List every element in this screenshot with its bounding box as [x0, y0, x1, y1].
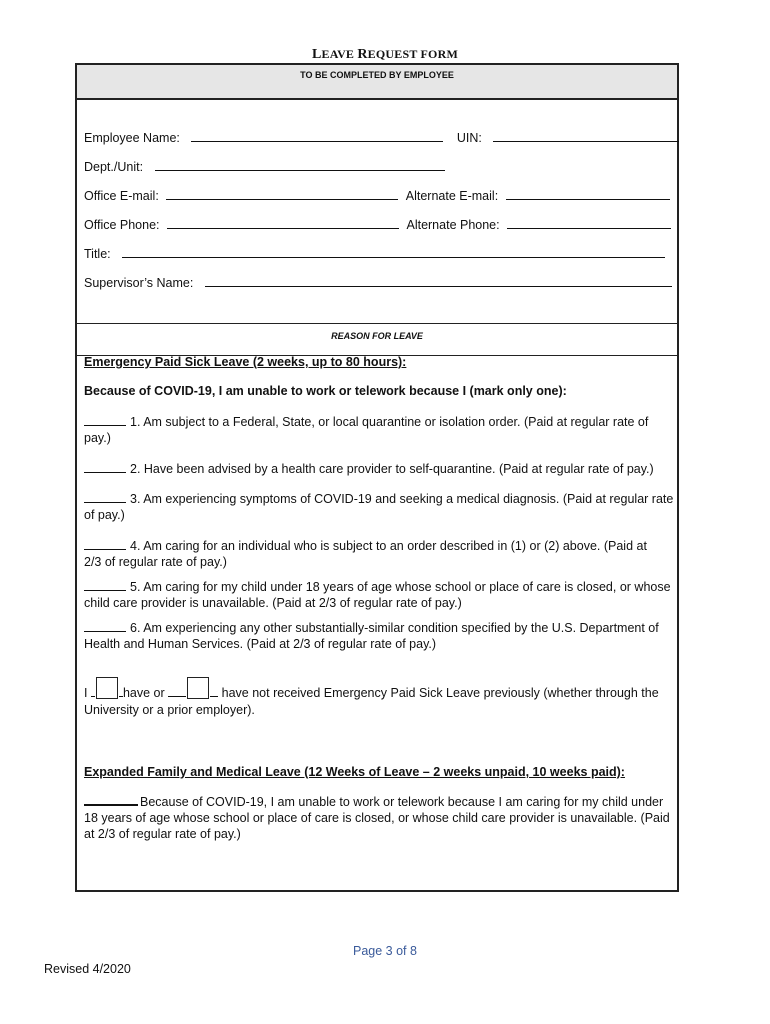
- office-phone-label: Office Phone:: [84, 218, 160, 232]
- employee-name-row: [84, 129, 679, 145]
- epsl-option-5: 5. Am caring for my child under 18 years of age whose school or place of care is closed, or whose child care provider is unavailable. (Paid at 2/3 of regular rate of pay.): [84, 580, 671, 610]
- dept-row: [84, 158, 445, 174]
- option-1-mark[interactable]: [84, 413, 126, 426]
- option-3-mark[interactable]: [84, 490, 126, 503]
- epsl-heading: Emergency Paid Sick Leave (2 weeks, up to 80 hours):: [84, 355, 407, 369]
- employee-section-header: TO BE COMPLETED BY EMPLOYEE: [77, 65, 677, 100]
- epsl-option-3: 3. Am experiencing symptoms of COVID-19 and seeking a medical diagnosis. (Paid at regular rate of pay.): [84, 492, 674, 522]
- efml-heading: Expanded Family and Medical Leave (12 Weeks of Leave – 2 weeks unpaid, 10 weeks paid):: [84, 765, 625, 779]
- title-field[interactable]: [122, 245, 665, 258]
- epsl-previously-received: I have or have not received Emergency Paid Sick Leave previously (whether through the University or a prior employer).: [84, 677, 679, 719]
- uin-field[interactable]: [493, 129, 679, 142]
- phone-row: [84, 216, 671, 232]
- title-row: [84, 245, 665, 261]
- alternate-phone-field[interactable]: [507, 216, 671, 229]
- office-email-label: Office E-mail:: [84, 189, 159, 203]
- have-not-received-checkbox[interactable]: [187, 677, 209, 699]
- dept-field[interactable]: [155, 158, 445, 171]
- office-phone-field[interactable]: [167, 216, 399, 229]
- alternate-email-label: Alternate E-mail:: [405, 189, 499, 203]
- dept-label: Dept./Unit:: [84, 160, 144, 174]
- efml-mark[interactable]: [84, 792, 138, 806]
- revision-date: Revised 4/2020: [44, 962, 131, 976]
- office-email-field[interactable]: [166, 187, 398, 200]
- employee-name-label: Employee Name:: [84, 131, 180, 145]
- option-5-mark[interactable]: [84, 578, 126, 591]
- page-number: Page 3 of 8: [353, 944, 417, 958]
- efml-option: Because of COVID-19, I am unable to work or telework because I am caring for my child under 18 years of age whose school or place of care is closed, or whose child care provider is unavailable. (Paid at 2/3 of regular rate of pay.): [84, 792, 679, 842]
- form-title: LEAVE REQUEST FORM: [312, 47, 458, 62]
- epsl-option-2: 2. Have been advised by a health care provider to self-quarantine. (Paid at regular rate of pay.): [84, 460, 674, 477]
- epsl-option-1: 1. Am subject to a Federal, State, or local quarantine or isolation order. (Paid at regular rate of pay.): [84, 415, 649, 445]
- title-label: Title:: [84, 247, 111, 261]
- supervisor-label: Supervisor’s Name:: [84, 276, 194, 290]
- option-6-mark[interactable]: [84, 619, 126, 632]
- form-box: [75, 63, 679, 892]
- have-received-checkbox[interactable]: [96, 677, 118, 699]
- alternate-phone-label: Alternate Phone:: [406, 218, 500, 232]
- option-2-mark[interactable]: [84, 460, 126, 473]
- reason-section-header: REASON FOR LEAVE: [77, 323, 677, 356]
- epsl-option-4: 4. Am caring for an individual who is subject to an order described in (1) or (2) above. (Paid at 2/3 of regular rate of pay.): [84, 539, 647, 569]
- supervisor-row: [84, 274, 672, 290]
- email-row: [84, 187, 670, 203]
- epsl-instruction: Because of COVID-19, I am unable to work or telework because I (mark only one):: [84, 384, 567, 398]
- employee-name-field[interactable]: [191, 129, 443, 142]
- epsl-option-6: 6. Am experiencing any other substantially-similar condition specified by the U.S. Department of Health and Human Services. (Paid at 2/3 of regular rate of pay.): [84, 621, 659, 651]
- supervisor-field[interactable]: [205, 274, 672, 287]
- option-4-mark[interactable]: [84, 537, 126, 550]
- uin-label: UIN:: [456, 131, 482, 145]
- alternate-email-field[interactable]: [506, 187, 670, 200]
